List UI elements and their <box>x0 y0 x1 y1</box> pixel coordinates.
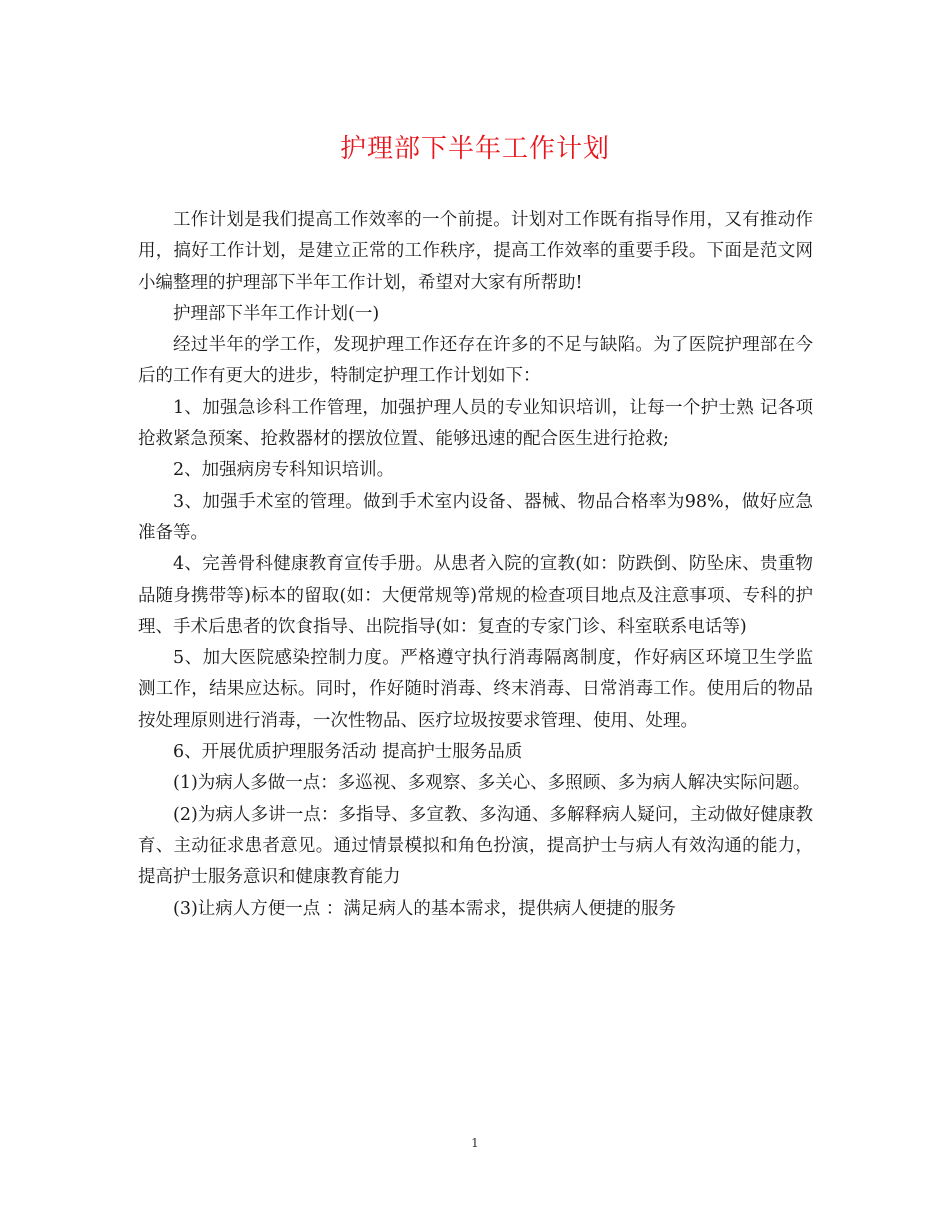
list-item-3: 3、加强手术室的管理。做到手术室内设备、器械、物品合格率为98%，做好应急准备等。 <box>138 491 813 543</box>
document-title: 护理部下半年工作计划 <box>339 134 610 164</box>
list-item-5: 5、加大医院感染控制力度。严格遵守执行消毒隔离制度，作好病区环境卫生学监测工作，结果应达标。同时，作好随时消毒、终末消毒、日常消毒工作。使用后的物品按处理原则进行消毒，一次性物品、医疗垃圾按要求管理、使用、处理。 <box>138 648 813 731</box>
sub-item-3: (3)让病人方便一点 ：满足病人的基本需求，提供病人便捷的服务 <box>173 898 676 919</box>
list-item-4: 4、完善骨科健康教育宣传手册。从患者入院的宣教(如：防跌倒、防坠床、贵重物品随身携带等)标本的留取(如：大便常规等)常规的检查项目地点及注意事项、专科的护理、手术后患者的饮食指导、出院指导(如：复查的专家门诊、科室联系电话等) <box>138 554 813 637</box>
page-number: 1 <box>471 1136 479 1150</box>
list-item-6: 6、开展优质护理服务活动 提高护士服务品质 <box>173 742 523 763</box>
paragraph-intro: 工作计划是我们提高工作效率的一个前提。计划对工作既有指导作用，又有推动作用，搞好工作计划，是建立正常的工作秩序，提高工作效率的重要手段。下面是范文网小编整理的护理部下半年工作计划，希望对大家有所帮助! <box>138 210 813 293</box>
list-item-1: 1、加强急诊科工作管理，加强护理人员的专业知识培训，让每一个护士熟 记各项抢救紧急预案、抢救器材的摆放位置、能够迅速的配合医生进行抢救; <box>138 397 813 450</box>
section-heading: 护理部下半年工作计划(一) <box>173 303 380 324</box>
sub-item-2: (2)为病人多讲一点：多指导、多宣教、多沟通、多解释病人疑问，主动做好健康教育、主动征求患者意见。通过情景模拟和角色扮演，提高护士与病人有效沟通的能力，提高护士服务意识和健康教育能力 <box>138 804 813 888</box>
document-body <box>138 205 813 925</box>
sub-item-1: (1)为病人多做一点：多巡视、多观察、多关心、多照顾、多为病人解决实际问题。 <box>173 773 811 794</box>
list-item-2: 2、加强病房专科知识培训。 <box>173 460 395 481</box>
paragraph-summary: 经过半年的学工作，发现护理工作还存在许多的不足与缺陷。为了医院护理部在今后的工作有更大的进步，特制定护理工作计划如下： <box>138 335 813 387</box>
